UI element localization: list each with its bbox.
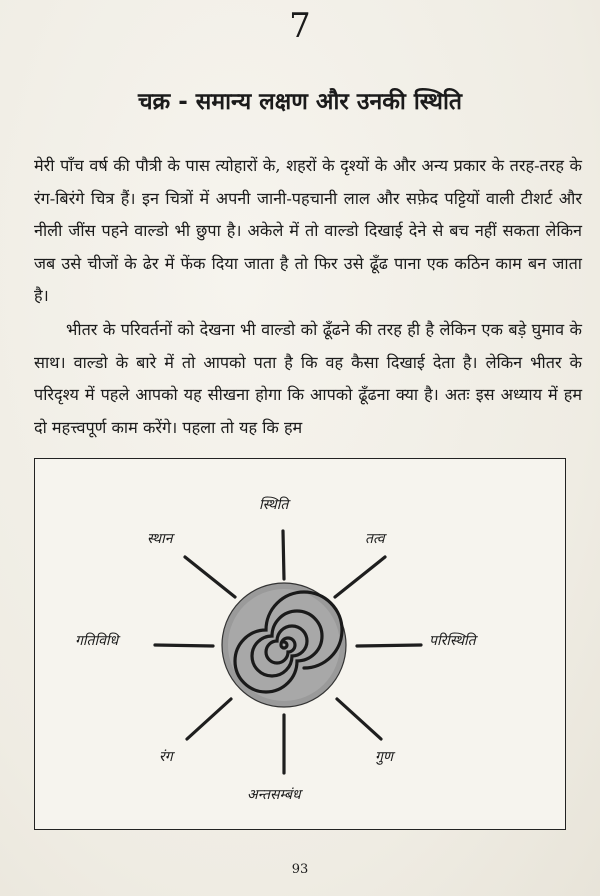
label-rang: रंग — [159, 749, 173, 765]
chapter-title: चक्र - समान्य लक्षण और उनकी स्थिति — [137, 89, 463, 115]
label-tatva: तत्व — [365, 531, 385, 547]
ray-bottom-left — [187, 699, 231, 739]
paragraph-2: भीतर के परिवर्तनों को देखना भी वाल्डो को ढूँढने की तरह ही है लेकिन एक बड़े घुमाव के साथ। वाल्डो के बारे में तो आपको पता है कि वह कैसा दिखाई देता है। लेकिन भीतर के परिदृश्य में पहले आपको यह सीखना होगा कि आपको ढूँढना क्या है। अतः इस अध्याय में हम दो महत्त्वपूर्ण काम करेंगे। पहला तो यह कि हम — [34, 320, 582, 437]
label-sthiti: स्थिति — [259, 497, 289, 513]
page-number: 93 — [291, 862, 309, 877]
ray-top-left — [185, 557, 235, 597]
ray-right — [357, 645, 421, 646]
ray-left — [155, 645, 213, 646]
label-gun: गुण — [375, 749, 394, 765]
ray-top-right — [335, 557, 385, 597]
label-antasambandh: अन्तसम्बंध — [247, 787, 301, 803]
chakra-diagram — [34, 458, 566, 830]
label-sthan: स्थान — [147, 531, 173, 547]
paragraph-1: मेरी पाँच वर्ष की पौत्री के पास त्योहारों के, शहरों के दृश्यों के और अन्य प्रकार के तरह-तरह के रंग-बिरंगे चित्र हैं। इन चित्रों में अपनी जानी-पहचानी लाल और सफ़ेद पट्टियों वाली टीशर्ट और नीली जींस पहने वाल्डो भी छुपा है। अकेले में तो वाल्डो दिखाई देने से बच नहीं सकता लेकिन जब उसे चीजों के ढेर में फेंक दिया जाता है तो फिर उसे ढूँढ पाना एक कठिन काम बन जाता है। — [34, 156, 582, 306]
ray-bottom-right — [337, 699, 381, 739]
label-paristhiti: परिस्थिति — [429, 633, 476, 649]
chapter-number: 7 — [289, 6, 311, 46]
ray-top — [283, 531, 284, 579]
label-gatividhi: गतिविधि — [75, 633, 119, 649]
